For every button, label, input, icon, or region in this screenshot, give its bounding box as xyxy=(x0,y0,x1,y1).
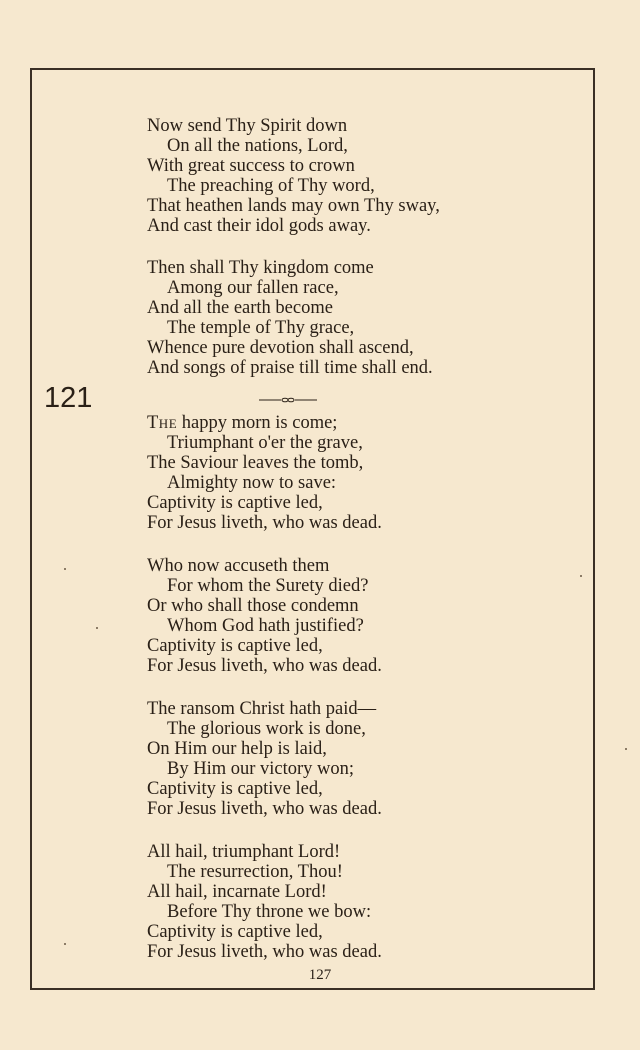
verse-line: Or who shall those condemn xyxy=(147,596,359,616)
verse-line: By Him our victory won; xyxy=(167,759,355,779)
paper-speck xyxy=(96,627,98,629)
hymn-number: 121 xyxy=(44,382,93,414)
page-number: 127 xyxy=(308,967,332,983)
first-line-rest: happy morn is come; xyxy=(177,413,338,433)
verse-line: On Him our help is laid, xyxy=(147,739,327,759)
paper-speck xyxy=(625,748,627,750)
drop-word: The xyxy=(147,413,178,433)
verse-line: The Saviour leaves the tomb, xyxy=(147,453,364,473)
verse-line: Who now accuseth them xyxy=(147,556,330,576)
verse-line: Whom God hath justified? xyxy=(167,616,364,636)
verse-line: And all the earth become xyxy=(147,298,333,318)
verse-line: That heathen lands may own Thy sway, xyxy=(147,196,440,216)
verse-line: Among our fallen race, xyxy=(167,278,339,298)
verse-line: Then shall Thy kingdom come xyxy=(147,258,374,278)
verse-line-first xyxy=(147,413,337,433)
verse-line: The ransom Christ hath paid— xyxy=(147,699,377,719)
verse-line: For Jesus liveth, who was dead. xyxy=(147,513,382,533)
verse-line: The resurrection, Thou! xyxy=(167,862,343,882)
verse-line: And songs of praise till time shall end. xyxy=(147,358,433,378)
verse-line: Before Thy throne we bow: xyxy=(167,902,372,922)
verse-line: The preaching of Thy word, xyxy=(167,176,375,196)
verse-line: And cast their idol gods away. xyxy=(147,216,371,236)
verse-line: Captivity is captive led, xyxy=(147,922,323,942)
hymn-divider-ornament xyxy=(259,397,317,403)
verse-line: The temple of Thy grace, xyxy=(167,318,355,338)
verse-line: With great success to crown xyxy=(147,156,355,176)
verse-line: For Jesus liveth, who was dead. xyxy=(147,656,382,676)
verse-line: For Jesus liveth, who was dead. xyxy=(147,942,382,962)
verse-line: For whom the Surety died? xyxy=(167,576,369,596)
verse-line: All hail, triumphant Lord! xyxy=(147,842,341,862)
paper-speck xyxy=(64,568,66,570)
verse-line: Captivity is captive led, xyxy=(147,636,323,656)
paper-speck xyxy=(580,575,582,577)
verse-line: Almighty now to save: xyxy=(167,473,337,493)
verse-line: Captivity is captive led, xyxy=(147,493,323,513)
verse-line: Triumphant o'er the grave, xyxy=(167,433,363,453)
paper-speck xyxy=(64,943,66,945)
verse-line: Now send Thy Spirit down xyxy=(147,116,348,136)
verse-line: The glorious work is done, xyxy=(167,719,366,739)
verse-line: On all the nations, Lord, xyxy=(167,136,348,156)
verse-line: All hail, incarnate Lord! xyxy=(147,882,327,902)
verse-line: Captivity is captive led, xyxy=(147,779,323,799)
verse-line: For Jesus liveth, who was dead. xyxy=(147,799,382,819)
verse-line: Whence pure devotion shall ascend, xyxy=(147,338,414,358)
